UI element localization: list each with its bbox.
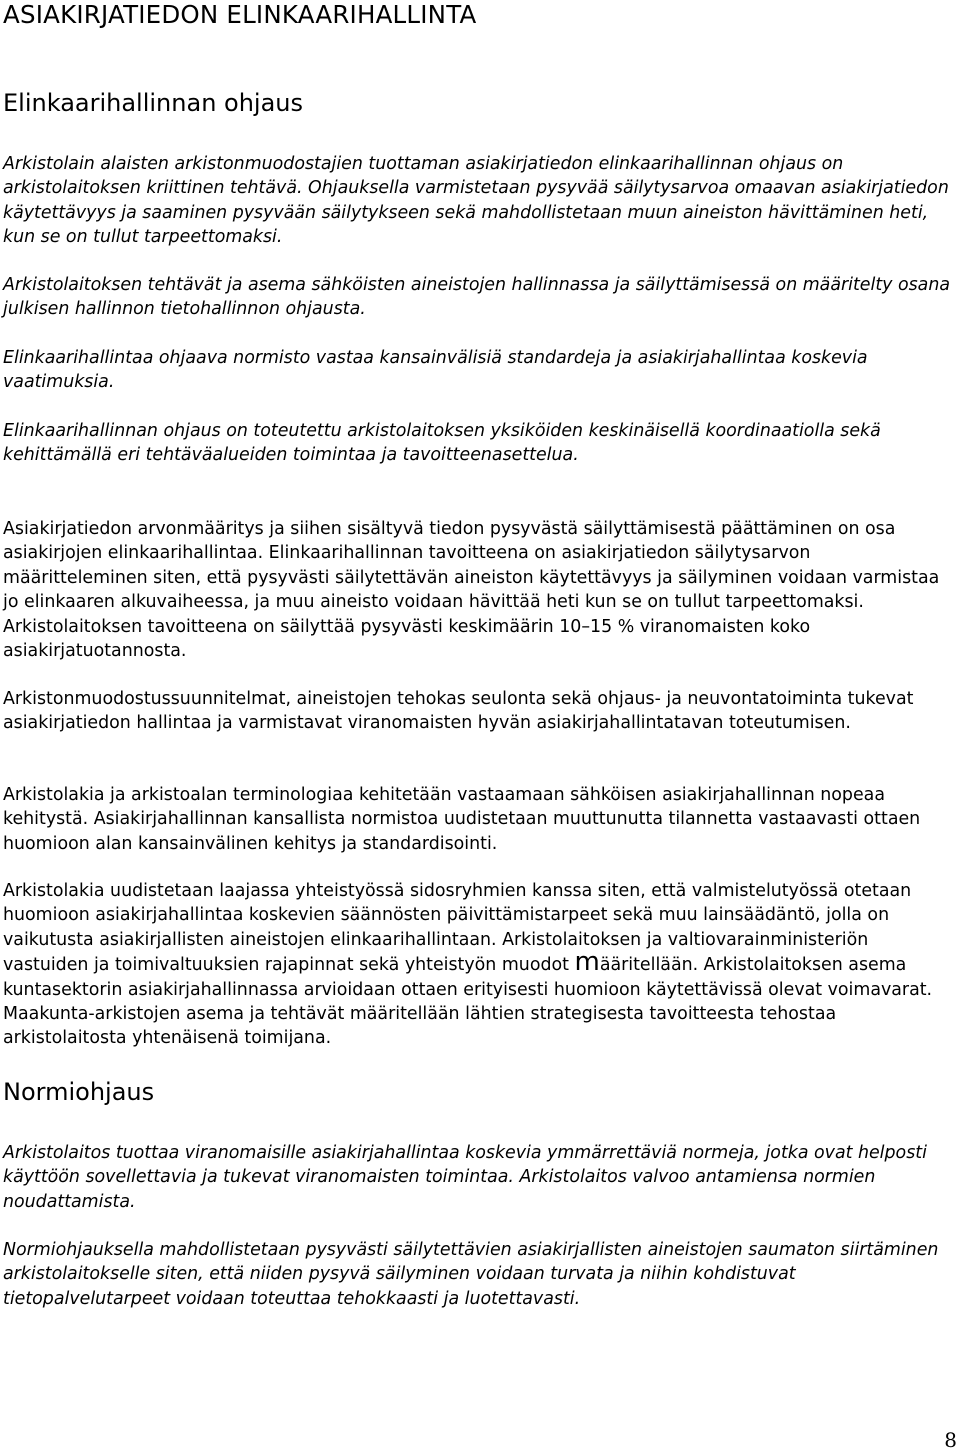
- paragraph-7: Arkistolakia ja arkistoalan terminologiaa kehitetään vastaamaan sähköisen asiakirjahallinnan nopeaa kehitystä. Asiakirjahallinnan kansallista normistoa uudistetaan muuttunutta tilannetta vastaavasti ottaen huomioon alan kansainvälinen kehitys ja standardisointi.: [3, 785, 921, 854]
- section-heading-normiohjaus: Normiohjaus: [3, 1078, 155, 1106]
- section-heading-elinkaarihallinnan-ohjaus: Elinkaarihallinnan ohjaus: [3, 89, 304, 117]
- paragraph-2: Arkistolaitoksen tehtävät ja asema sähköisten aineistojen hallinnassa ja säilyttämisessä on määritelty osana julkisen hallinnon tietohallinnon ohjausta.: [3, 275, 950, 320]
- paragraph-4: Elinkaarihallinnan ohjaus on toteutettu arkistolaitoksen yksiköiden keskinäisellä koordinaatiolla sekä kehittämällä eri tehtäväalueiden toimintaa ja tavoitteenasettelua.: [3, 421, 881, 466]
- paragraph-9: Arkistolaitos tuottaa viranomaisille asiakirjahallintaa koskevia ymmärrettäviä normeja, jotka ovat helposti käyttöön sovellettavia ja tukevat viranomaisten toimintaa. Arkistolaitos valvoo antamiensa normien noudattamista.: [3, 1143, 927, 1212]
- paragraph-8: [3, 879, 957, 1051]
- paragraph-10: Normiohjauksella mahdollistetaan pysyvästi säilytettävien asiakirjallisten aineistojen saumaton siirtäminen arkistolaitokselle siten, että niiden pysyvä säilyminen voidaan turvata ja niihin kohdistuvat tietopalvelutarpeet voidaan toteuttaa tehokkaasti ja luotettavasti.: [3, 1240, 939, 1309]
- paragraph-3: Elinkaarihallintaa ohjaava normisto vastaa kansainvälisiä standardeja ja asiakirjahallintaa koskevia vaatimuksia.: [3, 348, 868, 393]
- paragraph-5: Asiakirjatiedon arvonmääritys ja siihen sisältyvä tiedon pysyvästä säilyttämisestä päättäminen on osa asiakirjojen elinkaarihallintaa. Elinkaarihallinnan tavoitteena on asiakirjatiedon säilytysarvon määritteleminen siten, että pysyvästi säilytettävän aineiston käytettävyys ja säilyminen voidaan varmistaa jo elinkaaren alkuvaiheessa, ja muu aineisto voidaan hävittää heti kun se on tullut tarpeettomaksi. Arkistolaitoksen tavoitteena on säilyttää pysyvästi keskimäärin 10–15 % viranomaisten koko asiakirjatuotannosta.: [3, 519, 940, 662]
- paragraph-6: Arkistonmuodostussuunnitelmat, aineistojen tehokas seulonta sekä ohjaus- ja neuvontatoiminta tukevat asiakirjatiedon hallintaa ja varmistavat viranomaisten hyvän asiakirjahallintatavan toteutumisen.: [3, 689, 914, 734]
- paragraph-8-text: Arkistolakia uudistetaan laajassa yhteistyössä sidosryhmien kanssa siten, että valmistelutyössä otetaan huomioon asiakirjahallintaa koskevien säännösten päivittämistarpeet sekä muu lainsäädäntö, jolla on vaikutusta asiakirjallisten aineistojen elinkaarihallintaan. Arkistolaitoksen ja valtiovarainministeriön vastuiden ja toimivaltuuksien rajapinnat sekä yhteistyön muodot: [3, 881, 912, 976]
- paragraph-1: Arkistolain alaisten arkistonmuodostajien tuottaman asiakirjatiedon elinkaarihallinnan ohjaus on arkistolaitoksen kriittinen tehtävä. Ohjauksella varmistetaan pysyvää säilytysarvoa omaavan asiakirjatiedon käytettävyys ja saaminen pysyvään säilytykseen sekä mahdollistetaan muun aineiston hävittäminen heti, kun se on tullut tarpeettomaksi.: [3, 154, 949, 248]
- document-title: ASIAKIRJATIEDON ELINKAARIHALLINTA: [3, 0, 477, 29]
- paragraph-8-large-initial: m: [574, 947, 600, 978]
- page-number: 8: [944, 1428, 957, 1452]
- paragraph-8-continuation: ääritellään. Arkistolaitoksen asema kuntasektorin asiakirjahallinnassa arvioidaan ottaen erityisesti huomioon käytettävissä olevat voimavarat. Maakunta-arkistojen asema ja tehtävät määritellään lähtien strategisesta tavoitteesta tehostaa arkistolaitosta yhtenäisenä toimijana.: [3, 955, 933, 1049]
